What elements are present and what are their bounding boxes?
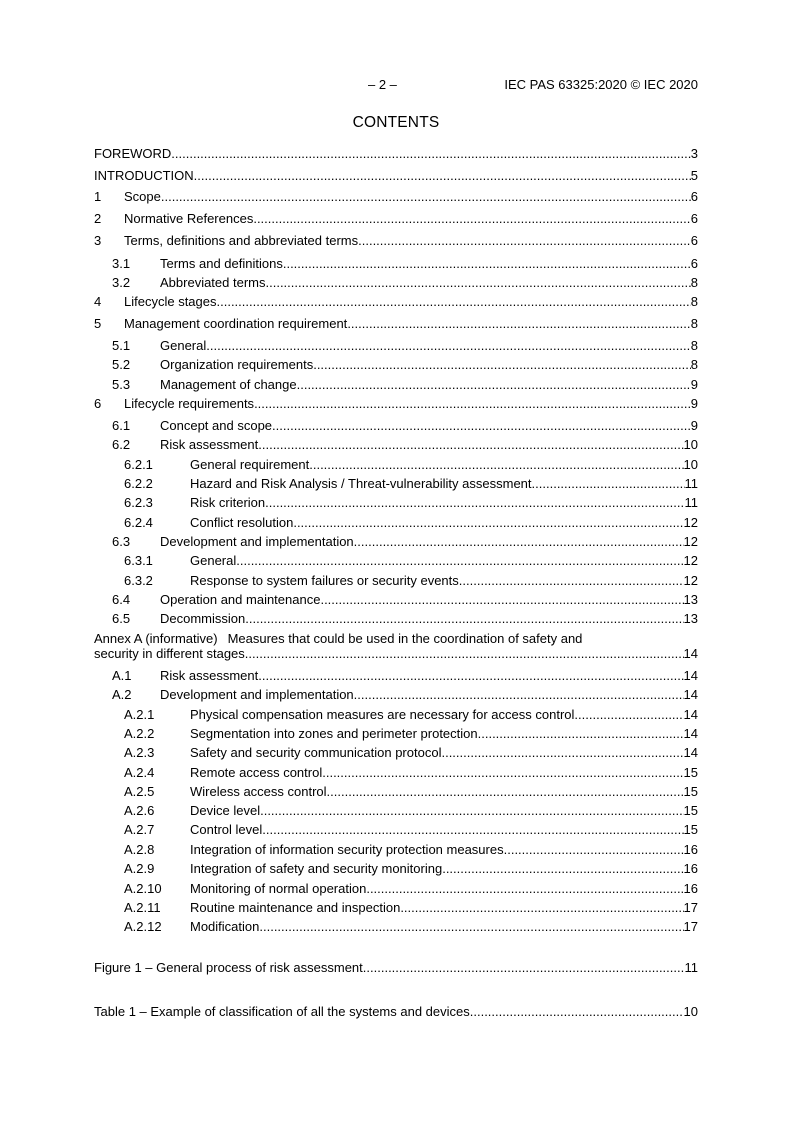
- toc-entry[interactable]: [94, 591, 698, 608]
- toc-title: Safety and security communication protocol: [190, 745, 442, 760]
- toc-title: Organization requirements: [160, 357, 314, 372]
- toc-title: Lifecycle stages: [124, 294, 217, 309]
- page-title: CONTENTS: [352, 114, 440, 131]
- toc-number: A.2.10: [124, 881, 162, 896]
- toc-page: 16: [683, 842, 698, 857]
- toc-entry[interactable]: [94, 552, 698, 569]
- toc-number: A.2.12: [124, 919, 162, 934]
- toc-page: 14: [683, 687, 698, 702]
- toc-entry[interactable]: [94, 802, 698, 819]
- toc-page: 6: [690, 211, 698, 226]
- toc-title: Device level: [190, 803, 261, 818]
- toc-title: Decommission: [160, 611, 246, 626]
- toc-page: 9: [690, 377, 698, 392]
- toc-number: 6.2.1: [124, 457, 153, 472]
- toc-page: 14: [683, 707, 698, 722]
- toc-title: Physical compensation measures are necessary for access control: [190, 707, 575, 722]
- toc-page: 15: [683, 803, 698, 818]
- toc-title: Risk assessment: [160, 668, 259, 683]
- toc-number: 6.2: [112, 437, 131, 452]
- toc-entry[interactable]: [94, 744, 698, 761]
- toc-page: 8: [690, 338, 698, 353]
- document-reference: IEC PAS 63325:2020 © IEC 2020: [504, 77, 698, 92]
- toc-page: 6: [690, 189, 698, 204]
- toc-title: Concept and scope: [160, 418, 273, 433]
- toc-page: 17: [683, 919, 698, 934]
- toc-entry[interactable]: [94, 210, 698, 227]
- toc-number: A.2.11: [124, 900, 161, 915]
- toc-entry[interactable]: [94, 356, 698, 373]
- toc-entry[interactable]: [94, 417, 698, 434]
- toc-number: A.2.9: [124, 861, 155, 876]
- toc-number: 5.3: [112, 377, 131, 392]
- toc-page: 13: [683, 592, 698, 607]
- toc-entry[interactable]: [94, 376, 698, 393]
- toc-entry[interactable]: [94, 610, 698, 627]
- toc-page: 16: [683, 861, 698, 876]
- toc-page: 5: [690, 168, 698, 183]
- toc-page: 16: [683, 881, 698, 896]
- toc-number: 6.3.1: [124, 553, 153, 568]
- toc-title: Terms and definitions: [160, 256, 283, 271]
- toc-title: Terms, definitions and abbreviated terms: [124, 233, 359, 248]
- toc-title: Integration of safety and security monitoring: [190, 861, 443, 876]
- toc-number: A.2.2: [124, 726, 155, 741]
- toc-page: 8: [690, 357, 698, 372]
- toc-title: Scope: [124, 189, 161, 204]
- toc-entry[interactable]: [94, 841, 698, 858]
- toc-title: General requirement: [190, 457, 310, 472]
- page-header: [94, 76, 698, 94]
- toc-page: 11: [684, 495, 698, 510]
- toc-title: Routine maintenance and inspection: [190, 900, 401, 915]
- toc-title: Monitoring of normal operation: [190, 881, 367, 896]
- figure-list-entry[interactable]: [94, 959, 698, 976]
- toc-entry[interactable]: [94, 255, 698, 272]
- toc-entry[interactable]: [94, 232, 698, 249]
- toc-number: 3: [94, 233, 102, 248]
- toc-title: General: [160, 338, 207, 353]
- toc-entry[interactable]: [94, 918, 698, 935]
- toc-entry[interactable]: [94, 783, 698, 800]
- toc-page: 11: [684, 960, 698, 975]
- toc-title: FOREWORD: [94, 146, 172, 161]
- toc-title: Development and implementation: [160, 534, 354, 549]
- toc-number: 5: [94, 316, 102, 331]
- toc-title: Control level: [190, 822, 263, 837]
- toc-entry[interactable]: [94, 274, 698, 291]
- toc-number: 6.3: [112, 534, 131, 549]
- toc-entry[interactable]: [94, 475, 698, 492]
- toc-page: 12: [683, 573, 698, 588]
- toc-entry[interactable]: [94, 880, 698, 897]
- toc-number: 6: [94, 396, 102, 411]
- annex-label: Annex A (informative): [94, 631, 218, 646]
- toc-page: 3: [690, 146, 698, 161]
- toc-title: Hazard and Risk Analysis / Threat-vulnerability assessment: [190, 476, 532, 491]
- toc-number: A.2.8: [124, 842, 155, 857]
- toc-number: 6.3.2: [124, 573, 153, 588]
- toc-title: Remote access control: [190, 765, 323, 780]
- toc-page: 12: [683, 553, 698, 568]
- toc-title: Modification: [190, 919, 260, 934]
- toc-entry[interactable]: [94, 860, 698, 877]
- toc-page: 9: [690, 418, 698, 433]
- toc-title: Operation and maintenance: [160, 592, 321, 607]
- toc-number: A.1: [112, 668, 132, 683]
- toc-page: 15: [683, 784, 698, 799]
- toc-title: Integration of information security protection measures: [190, 842, 504, 857]
- toc-entry[interactable]: [94, 188, 698, 205]
- toc-number: 5.2: [112, 357, 131, 372]
- toc-page: 15: [683, 822, 698, 837]
- toc-title: Risk criterion: [190, 495, 266, 510]
- toc-number: 6.1: [112, 418, 131, 433]
- toc-number: A.2.7: [124, 822, 155, 837]
- toc-number: 1: [94, 189, 102, 204]
- toc-page: 15: [683, 765, 698, 780]
- toc-number: 4: [94, 294, 102, 309]
- toc-page: 6: [690, 256, 698, 271]
- annex-heading-continued[interactable]: [94, 645, 698, 662]
- toc-entry[interactable]: [94, 436, 698, 453]
- toc-page: 13: [683, 611, 698, 626]
- toc-entry[interactable]: [94, 167, 698, 184]
- toc-entry[interactable]: [94, 706, 698, 723]
- toc-number: 3.2: [112, 275, 131, 290]
- toc-title: Management coordination requirement: [124, 316, 348, 331]
- toc-number: 6.4: [112, 592, 131, 607]
- toc-title: Segmentation into zones and perimeter protection: [190, 726, 478, 741]
- toc-entry[interactable]: [94, 725, 698, 742]
- toc-page: 11: [684, 476, 698, 491]
- toc-entry[interactable]: [94, 899, 698, 916]
- toc-entry[interactable]: [94, 395, 698, 412]
- toc-number: 6.2.4: [124, 515, 153, 530]
- toc-title: Conflict resolution: [190, 515, 294, 530]
- annex-title-line2: security in different stages: [94, 646, 245, 661]
- toc-page: 12: [683, 534, 698, 549]
- toc-number: A.2.4: [124, 765, 155, 780]
- toc-title: Abbreviated terms: [160, 275, 266, 290]
- toc-page: 17: [683, 900, 698, 915]
- table-list-entry[interactable]: [94, 1003, 698, 1020]
- toc-page: 12: [683, 515, 698, 530]
- toc-number: 6.2.2: [124, 476, 153, 491]
- toc-page: 10: [683, 437, 698, 452]
- toc-title: Risk assessment: [160, 437, 259, 452]
- toc-number: A.2.1: [124, 707, 155, 722]
- toc-page: 14: [683, 646, 698, 661]
- toc-title: General: [190, 553, 237, 568]
- toc-entry[interactable]: [94, 514, 698, 531]
- toc-page: 14: [683, 726, 698, 741]
- toc-title: Response to system failures or security events: [190, 573, 459, 588]
- toc-number: 6.2.3: [124, 495, 153, 510]
- toc-page: 9: [690, 396, 698, 411]
- toc-entry[interactable]: [94, 686, 698, 703]
- page-number: – 2 –: [368, 77, 397, 92]
- toc-title: Development and implementation: [160, 687, 354, 702]
- toc-entry[interactable]: [94, 315, 698, 332]
- toc-entry[interactable]: [94, 337, 698, 354]
- table-title: Table 1 – Example of classification of all the systems and devices: [94, 1004, 470, 1019]
- toc-entry[interactable]: [94, 764, 698, 781]
- toc-title: Management of change: [160, 377, 297, 392]
- toc-number: 6.5: [112, 611, 131, 626]
- toc-page: 10: [683, 457, 698, 472]
- toc-page: 6: [690, 233, 698, 248]
- toc-entry[interactable]: [94, 145, 698, 162]
- toc-number: A.2.6: [124, 803, 155, 818]
- toc-entry[interactable]: [94, 456, 698, 473]
- toc-entry[interactable]: [94, 293, 698, 310]
- toc-title: INTRODUCTION: [94, 168, 194, 183]
- toc-number: 3.1: [112, 256, 131, 271]
- toc-title: Normative References: [124, 211, 254, 226]
- annex-title-line1: Measures that could be used in the coordination of safety and: [227, 631, 583, 646]
- toc-entry[interactable]: [94, 667, 698, 684]
- toc-entry[interactable]: [94, 533, 698, 550]
- toc-number: A.2: [112, 687, 132, 702]
- toc-entry[interactable]: [94, 494, 698, 511]
- toc-page: 14: [683, 668, 698, 683]
- toc-number: A.2.3: [124, 745, 155, 760]
- toc-title: Wireless access control: [190, 784, 327, 799]
- toc-entry[interactable]: [94, 821, 698, 838]
- toc-number: 2: [94, 211, 102, 226]
- toc-page: 8: [690, 294, 698, 309]
- toc-title: Lifecycle requirements: [124, 396, 255, 411]
- toc-page: 8: [690, 275, 698, 290]
- toc-page: 8: [690, 316, 698, 331]
- toc-page: 10: [683, 1004, 698, 1019]
- toc-number: A.2.5: [124, 784, 155, 799]
- figure-title: Figure 1 – General process of risk assessment: [94, 960, 363, 975]
- toc-number: 5.1: [112, 338, 131, 353]
- toc-entry[interactable]: [94, 572, 698, 589]
- toc-page: 14: [683, 745, 698, 760]
